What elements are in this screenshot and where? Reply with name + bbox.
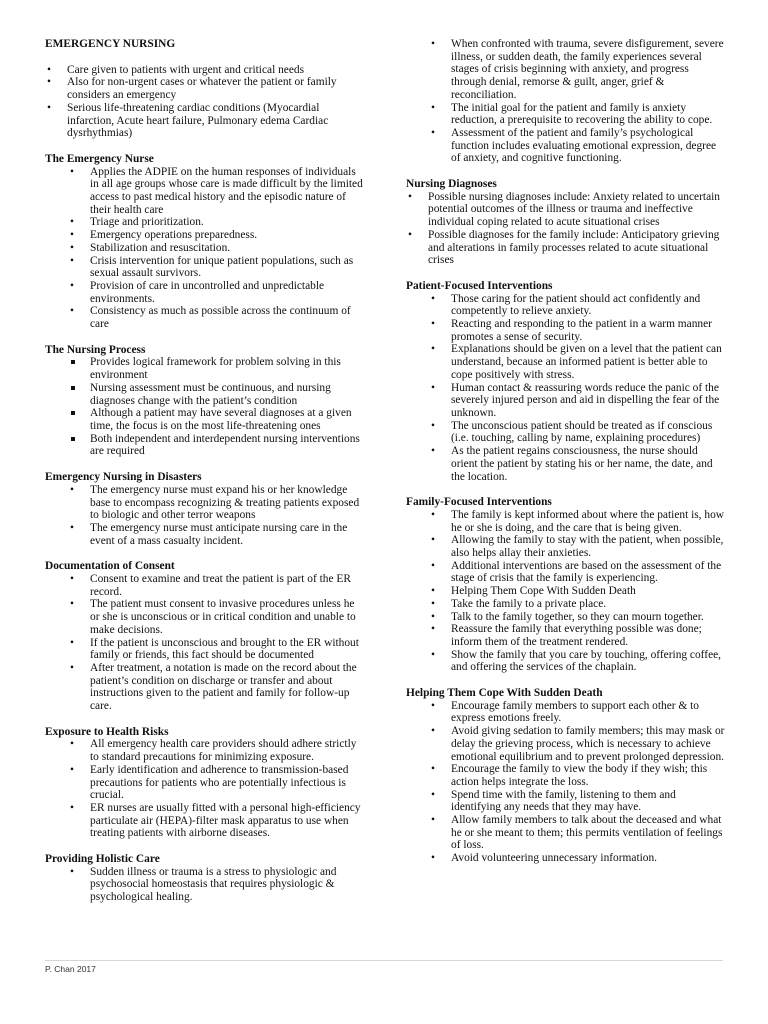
list-item: • Additional interventions are based on the assessment of the stage of crisis that the family is experiencing. [406,560,726,585]
list-item: • Avoid giving sedation to family members; this may mask or delay the grieving process, which is necessary to achieve emotional equilibrium and to prevent prolonged depression. [406,725,726,763]
health-risks-section [45,726,365,840]
list-item: • The emergency nurse must expand his or her knowledge base to encompass recognizing & treating patients exposed to biologic and other terror weapons [45,484,365,522]
holistic-list [45,866,365,904]
diagnoses-section [406,178,726,267]
list-item: • Also for non-urgent cases or whatever the patient or family considers an emergency [45,76,365,101]
list-item: • The emergency nurse must anticipate nursing care in the event of a mass casualty incident. [45,522,365,547]
consent-list [45,573,365,713]
list-item: • Crisis intervention for unique patient populations, such as sexual assault survivors. [45,255,365,280]
emergency-nurse-list [45,166,365,331]
list-item: • The family is kept informed about where the patient is, how he or she is doing, and the care that is being given. [406,509,726,534]
list-item: • If the patient is unconscious and brought to the ER without family or friends, this fact should be documented [45,637,365,662]
list-item: • Take the family to a private place. [406,598,726,611]
disasters-list [45,484,365,548]
list-item: • Consistency as much as possible across the continuum of care [45,305,365,330]
family-interventions-section [406,496,726,674]
section-heading: Emergency Nursing in Disasters [45,471,202,484]
list-item: • Care given to patients with urgent and critical needs [45,64,365,77]
list-item: • Show the family that you care by touching, offering coffee, and offering the services of the chaplain. [406,649,726,674]
intro-section [45,64,365,140]
holistic-continued-list [406,38,726,165]
section-heading: Family-Focused Interventions [406,496,552,509]
sudden-death-list [406,700,726,865]
list-item: • Emergency operations preparedness. [45,229,365,242]
right-column [406,38,726,878]
list-item: • Human contact & reassuring words reduce the panic of the severely injured person and aid in dispelling the fear of the unknown. [406,382,726,420]
list-item: • The initial goal for the patient and family is anxiety reduction, a prerequisite to recovering the ability to cope. [406,102,726,127]
health-risks-list [45,738,365,840]
section-heading: Helping Them Cope With Sudden Death [406,687,603,700]
list-item: • The patient must consent to invasive procedures unless he or she is unconscious or in critical condition and unable to make decisions. [45,598,365,636]
list-item: Both independent and interdependent nursing interventions are required [45,433,365,458]
page-footer: P. Chan 2017 [45,960,723,976]
list-item: • The unconscious patient should be treated as if conscious (i.e. touching, calling by name, explaining procedures) [406,420,726,445]
intro-list [45,64,365,140]
section-heading: Nursing Diagnoses [406,178,497,191]
section-heading: The Nursing Process [45,343,146,356]
patient-interventions-list [406,293,726,484]
list-item: • When confronted with trauma, severe disfigurement, severe illness, or sudden death, the family experiences several stages of crisis beginning with anxiety, and progress through denial, remorse & guilt, anger, grief & reconciliation. [406,38,726,102]
section-heading: The Emergency Nurse [45,152,154,165]
list-item: • Serious life-threatening cardiac conditions (Myocardial infarction, Acute heart failure, Pulmonary edema Cardiac dysrhythmias) [45,102,365,140]
list-item: Although a patient may have several diagnoses at a given time, the focus is on the most life-threatening ones [45,407,365,432]
emergency-nurse-section [45,153,365,331]
list-item: • Sudden illness or trauma is a stress to physiologic and psychosocial homeostasis that requires physiologic & psychological healing. [45,866,365,904]
patient-interventions-section [406,280,726,483]
list-item: Provides logical framework for problem solving in this environment [45,356,365,381]
list-item: • Triage and prioritization. [45,216,365,229]
list-item: • Allow family members to talk about the deceased and what he or she meant to them; this permits ventilation of feelings of loss. [406,814,726,852]
left-column [45,38,365,917]
list-item: Nursing assessment must be continuous, and nursing diagnoses change with the patient’s condition [45,382,365,407]
list-item: • Consent to examine and treat the patient is part of the ER record. [45,573,365,598]
document-title: EMERGENCY NURSING [45,38,176,50]
list-item: • Possible diagnoses for the family include: Anticipatory grieving and alterations in family processes related to acute situational crises [406,229,726,267]
family-interventions-list [406,509,726,674]
list-item: • After treatment, a notation is made on the record about the patient’s condition on discharge or transfer and about instructions given to the patient and family for follow-up care. [45,662,365,713]
list-item: • Encourage family members to support each other & to express emotions freely. [406,700,726,725]
section-heading: Documentation of Consent [45,560,175,573]
list-item: • Reacting and responding to the patient in a warm manner promotes a sense of security. [406,318,726,343]
list-item: • Encourage the family to view the body if they wish; this action helps integrate the loss. [406,763,726,788]
section-heading: Patient-Focused Interventions [406,279,553,292]
list-item: • Possible nursing diagnoses include: Anxiety related to uncertain potential outcomes of the illness or trauma and ineffective individual coping related to acute situational crises [406,191,726,229]
list-item: • Avoid volunteering unnecessary information. [406,852,726,865]
list-item: • Helping Them Cope With Sudden Death [406,585,726,598]
list-item: • Provision of care in uncontrolled and unpredictable environments. [45,280,365,305]
list-item: • Assessment of the patient and family’s psychological function includes evaluating emotional expression, degree of anxiety, and cognitive functioning. [406,127,726,165]
section-heading: Exposure to Health Risks [45,725,169,738]
holistic-section [45,853,365,904]
list-item: • Allowing the family to stay with the patient, when possible, also helps allay their anxieties. [406,534,726,559]
nursing-process-list [45,356,365,458]
consent-section [45,560,365,712]
list-item: • As the patient regains consciousness, the nurse should orient the patient by stating his or her name, the date, and the location. [406,445,726,483]
disasters-section [45,471,365,547]
list-item: • Explanations should be given on a level that the patient can understand, because an informed patient is better able to cope positively with stress. [406,343,726,381]
list-item: • Stabilization and resuscitation. [45,242,365,255]
list-item: • Spend time with the family, listening to them and identifying any needs that they may have. [406,789,726,814]
section-heading: Providing Holistic Care [45,853,160,866]
holistic-continued-section [406,38,726,165]
diagnoses-list [406,191,726,267]
list-item: • Those caring for the patient should act confidently and competently to relieve anxiety. [406,293,726,318]
list-item: • Reassure the family that everything possible was done; inform them of the treatment rendered. [406,623,726,648]
list-item: • ER nurses are usually fitted with a personal high-efficiency particulate air (HEPA)-filter mask apparatus to use when treating patients with airborne diseases. [45,802,365,840]
nursing-process-section [45,344,365,458]
list-item: • Applies the ADPIE on the human responses of individuals in all age groups whose care is made difficult by the limited access to past medical history and the episodic nature of their health care [45,166,365,217]
sudden-death-section [406,687,726,865]
list-item: • Early identification and adherence to transmission-based precautions for patients who are potentially infectious is crucial. [45,764,365,802]
list-item: • Talk to the family together, so they can mourn together. [406,611,726,624]
list-item: • All emergency health care providers should adhere strictly to standard precautions for minimizing exposure. [45,738,365,763]
